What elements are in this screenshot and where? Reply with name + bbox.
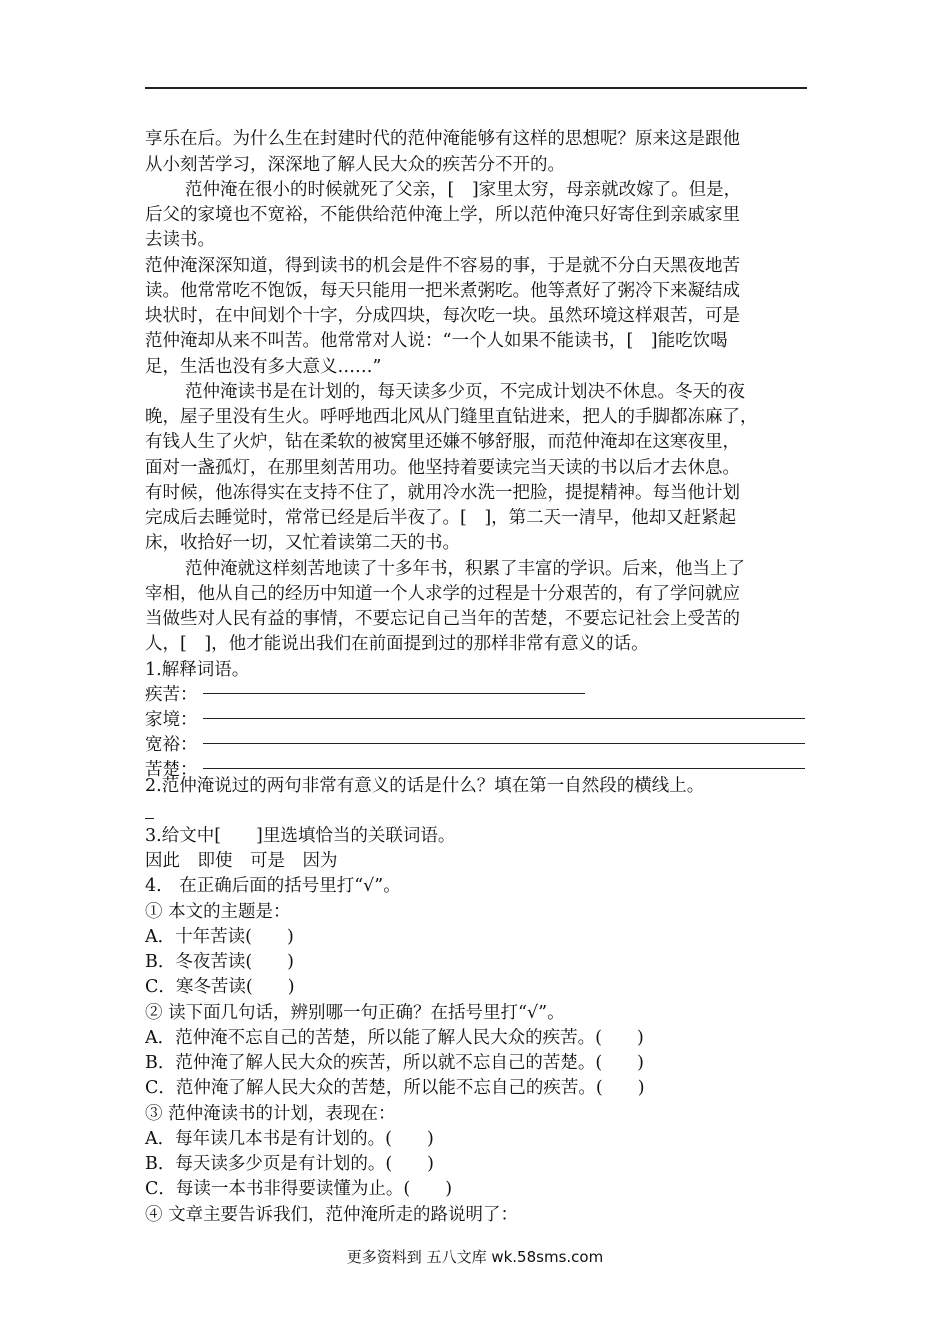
choice-option[interactable]: B．冬夜苦读( ) bbox=[145, 952, 295, 972]
passage-line: 晚，屋子里没有生火。呼呼地西北风从门缝里直钻进来，把人的手脚都冻麻了， bbox=[145, 407, 758, 427]
choice-option[interactable]: B．范仲淹了解人民大众的疾苦，所以就不忘自己的苦楚。( ) bbox=[145, 1053, 645, 1073]
answer-mark bbox=[145, 818, 154, 819]
sub-question: ④ 文章主要告诉我们，范仲淹所走的路说明了： bbox=[145, 1205, 519, 1225]
sub-question: ① 本文的主题是： bbox=[145, 902, 291, 922]
question-1-title: 1.解释词语。 bbox=[145, 660, 250, 680]
passage-line: 块状时，在中间划个十字，分成四块，每次吃一块。虽然环境这样艰苦，可是 bbox=[145, 306, 740, 326]
term-label: 家境： bbox=[145, 710, 198, 730]
passage-line: 足，生活也没有多大意义……” bbox=[145, 357, 382, 377]
question-4-title: 4. 在正确后面的括号里打“√”。 bbox=[145, 876, 401, 896]
passage-line: 当做些对人民有益的事情，不要忘记自己当年的苦楚，不要忘记社会上受苦的 bbox=[145, 609, 740, 629]
passage-line: 去读书。 bbox=[145, 230, 215, 250]
choice-option[interactable]: C．每读一本书非得要读懂为止。( ) bbox=[145, 1179, 453, 1199]
passage-line: 享乐在后。为什么生在封建时代的范仲淹能够有这样的思想呢？原来这是跟他 bbox=[145, 129, 740, 149]
passage-line: 范仲淹就这样刻苦地读了十多年书，积累了丰富的学识。后来，他当上了 bbox=[185, 559, 745, 579]
term-label: 疾苦： bbox=[145, 685, 198, 705]
term-label: 苦楚： bbox=[145, 760, 198, 780]
passage-line: 人，[ ]，他才能说出我们在前面提到过的那样非常有意义的话。 bbox=[145, 634, 649, 654]
answer-blank[interactable] bbox=[203, 693, 585, 694]
passage-line: 完成后去睡觉时，常常已经是后半夜了。[ ]，第二天一清早，他却又赶紧起 bbox=[145, 508, 737, 528]
choice-option[interactable]: C．寒冬苦读( ) bbox=[145, 977, 295, 997]
header-rule bbox=[145, 87, 807, 89]
sub-question: ③ 范仲淹读书的计划，表现在： bbox=[145, 1104, 396, 1124]
passage-line: 有时候，他冻得实在支持不住了，就用冷水洗一把脸，提提精神。每当他计划 bbox=[145, 483, 740, 503]
choice-option[interactable]: A．十年苦读( ) bbox=[145, 927, 294, 947]
question-2-title: 2.范仲淹说过的两句非常有意义的话是什么？填在第一自然段的横线上。 bbox=[145, 776, 705, 796]
passage-line: 范仲淹却从来不叫苦。他常常对人说：“一个人如果不能读书，[ ]能吃饮喝 bbox=[145, 331, 728, 351]
passage-line: 从小刻苦学习，深深地了解人民大众的疾苦分不开的。 bbox=[145, 155, 565, 175]
passage-line: 面对一盏孤灯，在那里刻苦用功。他坚持着要读完当天读的书以后才去休息。 bbox=[145, 458, 740, 478]
footer-text: 更多资料到 五八文库 wk.58sms.com bbox=[346, 1248, 604, 1266]
choice-option[interactable]: A．每年读几本书是有计划的。( ) bbox=[145, 1129, 434, 1149]
connective-options: 因此 即使 可是 因为 bbox=[145, 851, 338, 871]
question-3-title: 3.给文中[ ]里选填恰当的关联词语。 bbox=[145, 826, 456, 846]
choice-option[interactable]: C．范仲淹了解人民大众的苦楚，所以能不忘自己的疾苦。( ) bbox=[145, 1078, 645, 1098]
passage-line: 读。他常常吃不饱饭，每天只能用一把米煮粥吃。他等煮好了粥冷下来凝结成 bbox=[145, 281, 740, 301]
passage-line: 后父的家境也不宽裕，不能供给范仲淹上学，所以范仲淹只好寄住到亲戚家里 bbox=[145, 205, 740, 225]
passage-line: 范仲淹深深知道，得到读书的机会是件不容易的事，于是就不分白天黑夜地苦 bbox=[145, 256, 740, 276]
answer-blank[interactable] bbox=[203, 718, 805, 719]
passage-line: 床，收拾好一切，又忙着读第二天的书。 bbox=[145, 533, 460, 553]
answer-blank[interactable] bbox=[203, 743, 805, 744]
passage-line: 宰相，他从自己的经历中知道一个人求学的过程是十分艰苦的，有了学问就应 bbox=[145, 584, 740, 604]
term-label: 宽裕： bbox=[145, 735, 198, 755]
sub-question: ② 读下面几句话，辨别哪一句正确？在括号里打“√”。 bbox=[145, 1003, 565, 1023]
passage-line: 有钱人生了火炉，钻在柔软的被窝里还嫌不够舒服，而范仲淹却在这寒夜里， bbox=[145, 432, 740, 452]
passage-line: 范仲淹读书是在计划的，每天读多少页，不完成计划决不休息。冬天的夜 bbox=[185, 382, 745, 402]
passage-line: 范仲淹在很小的时候就死了父亲，[ ]家里太穷，母亲就改嫁了。但是， bbox=[185, 180, 742, 200]
answer-blank[interactable] bbox=[203, 768, 805, 769]
choice-option[interactable]: A．范仲淹不忘自己的苦楚，所以能了解人民大众的疾苦。( ) bbox=[145, 1028, 644, 1048]
choice-option[interactable]: B．每天读多少页是有计划的。( ) bbox=[145, 1154, 435, 1174]
